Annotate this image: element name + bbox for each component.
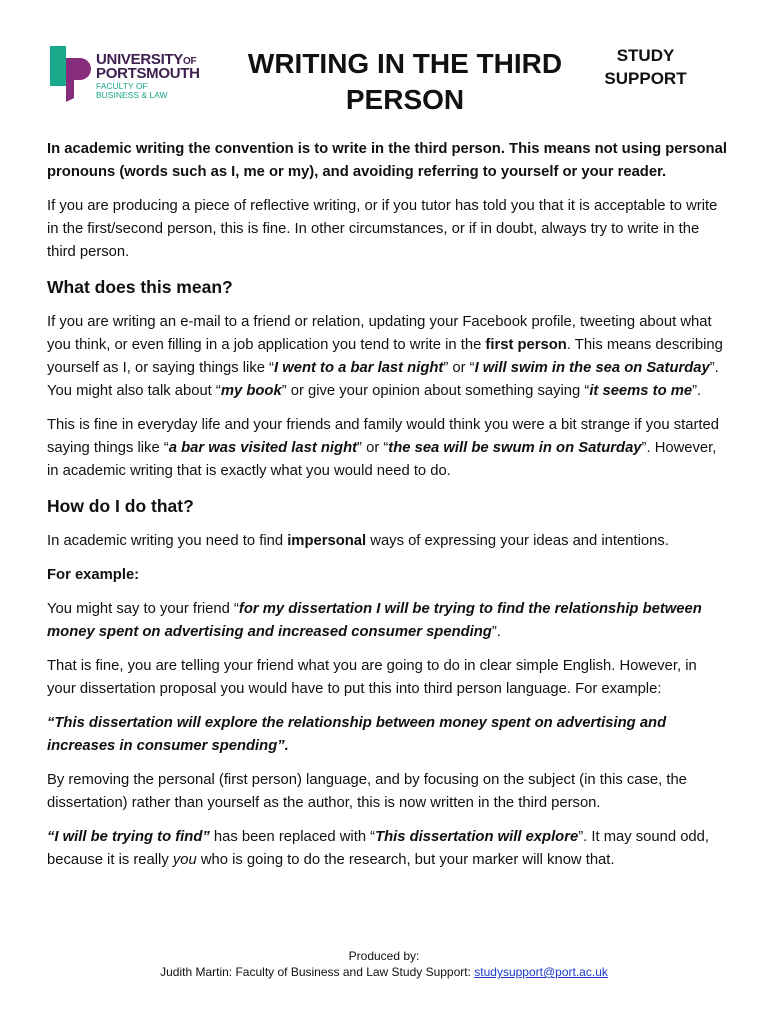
logo-faculty-line1: FACULTY OF xyxy=(96,81,148,91)
produced-by-label: Produced by: xyxy=(348,949,420,963)
example-label: For example: xyxy=(47,567,140,583)
study-support-tag xyxy=(598,44,693,90)
logo-mark-icon xyxy=(50,46,92,104)
first-person-paragraph: If you are writing an e-mail to a friend or relation, updating your Facebook profile, tweeting about what you think, or even filling in a job application you tend to write in the first person. This means describing yourself as I, or saying things like “I went to a bar last night” or “I will swim in the sea on Saturday”. You might also talk about “my book” or give your opinion about something saying “it seems to me”. xyxy=(47,314,723,399)
tag-line-2: SUPPORT xyxy=(604,69,687,88)
author-line: Judith Martin: Faculty of Business and Law Study Support: studysupport@port.ac.uk xyxy=(160,965,608,979)
reflective-paragraph: If you are producing a piece of reflective writing, or if you tutor has told you that it is acceptable to write in the first/second person, this is fine. In other circumstances, or if in doubt, always try to write in the third person. xyxy=(47,198,718,260)
removing-personal-paragraph: By removing the personal (first person) language, and by focusing on the subject (in this case, the dissertation) rather than yourself as the author, this is now written in the third person. xyxy=(47,772,687,811)
third-person-example: “This dissertation will explore the relationship between money spent on advertising and increases in consumer spending”. xyxy=(47,715,667,754)
footer xyxy=(0,948,768,980)
tag-line-1: STUDY xyxy=(616,46,675,65)
impersonal-paragraph: In academic writing you need to find impersonal ways of expressing your ideas and intentions. xyxy=(47,533,669,549)
intro-paragraph: In academic writing the convention is to write in the third person. This means not using personal pronouns (words such as I, me or my), and avoiding referring to yourself or your reader. xyxy=(47,141,727,180)
heading-how-do-i-do-that: How do I do that? xyxy=(47,496,194,516)
logo-faculty-line2: BUSINESS & LAW xyxy=(96,90,168,100)
title-line-1: WRITING IN THE THIRD xyxy=(247,48,563,79)
logo-university-text: UNIVERSITYOF xyxy=(96,51,197,68)
everyday-life-paragraph: This is fine in everyday life and your friends and family would think you were a bit strange if you started saying things like “a bar was visited last night” or “the sea will be swum in on Saturday”. However, in academic writing that is exactly what you would need to do. xyxy=(47,417,719,479)
document-body xyxy=(47,138,727,883)
conclusion-paragraph: “I will be trying to find” has been replaced with “This dissertation will explore”. It may sound odd, because it is really you who is going to do the research, but your marker will know that. xyxy=(47,829,709,868)
email-link[interactable]: studysupport@port.ac.uk xyxy=(474,965,608,979)
logo-portsmouth-text: PORTSMOUTH xyxy=(96,65,200,82)
friend-example-paragraph: You might say to your friend “for my dissertation I will be trying to find the relationship between money spent on advertising and increased consumer spending”. xyxy=(47,601,702,640)
dissertation-proposal-paragraph: That is fine, you are telling your friend what you are going to do in clear simple English. However, in your dissertation proposal you would have to put this into third person language. For example: xyxy=(47,658,697,697)
university-logo xyxy=(50,44,210,104)
page-title xyxy=(230,46,580,118)
title-line-2: PERSON xyxy=(345,84,465,115)
heading-what-does-this-mean: What does this mean? xyxy=(47,277,233,297)
